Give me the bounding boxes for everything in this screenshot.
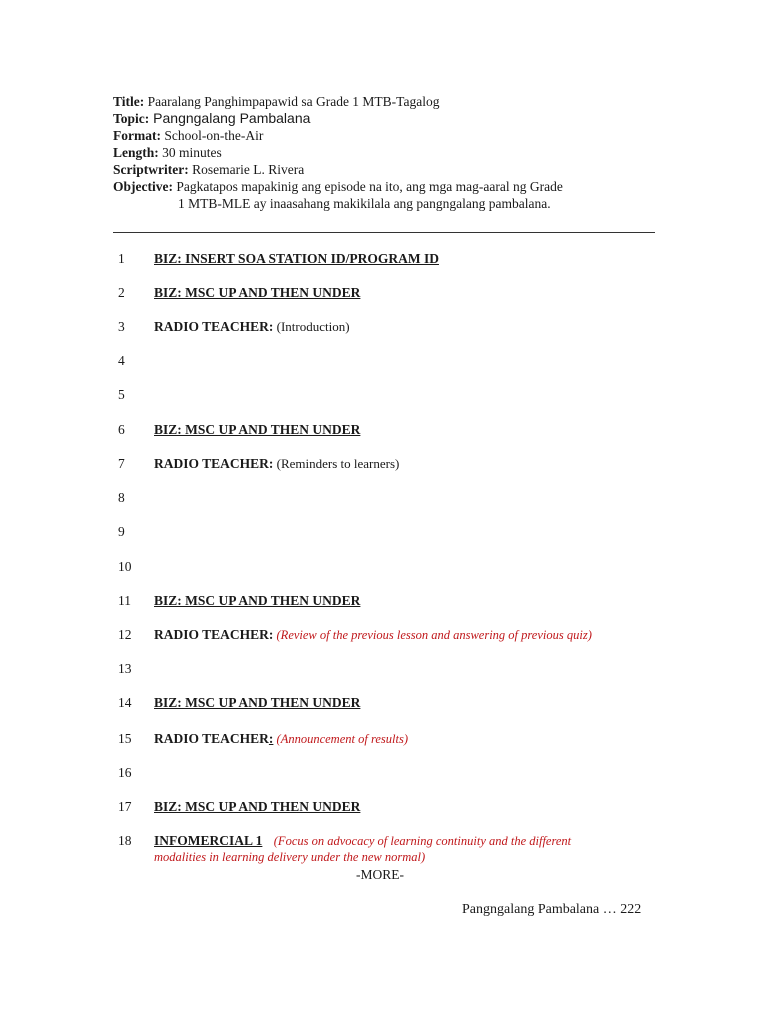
line-number: 17 (118, 799, 132, 814)
role-label: RADIO TEACHER: (154, 319, 274, 334)
biz-cue: INFOMERCIAL 1 (154, 833, 263, 848)
biz-cue: BIZ: MSC UP AND THEN UNDER (154, 695, 361, 710)
scriptwriter-label: Scriptwriter: (113, 162, 189, 177)
biz-cue: BIZ: INSERT SOA STATION ID/PROGRAM ID (154, 251, 439, 266)
line-number: 15 (118, 731, 132, 746)
role-label: RADIO TEACHER: (154, 456, 274, 471)
objective-row-continued (113, 195, 673, 212)
length-row (113, 144, 673, 161)
line-number: 5 (118, 387, 125, 402)
line-number: 13 (118, 661, 132, 676)
length-label: Length: (113, 145, 159, 160)
line-number: 3 (118, 319, 125, 334)
line-number: 16 (118, 765, 132, 780)
stage-direction: (Introduction) (273, 319, 350, 334)
biz-cue: BIZ: MSC UP AND THEN UNDER (154, 285, 361, 300)
role-label: RADIO TEACHER (154, 731, 269, 746)
format-label: Format: (113, 128, 161, 143)
topic-value: Pangngalang Pambalana (149, 110, 311, 126)
stage-note: (Review of the previous lesson and answering of previous quiz) (273, 628, 592, 642)
line-number: 8 (118, 490, 125, 505)
objective-value-continued: 1 MTB-MLE ay inaasahang makikilala ang pangngalang pambalana. (178, 196, 551, 211)
biz-cue: BIZ: MSC UP AND THEN UNDER (154, 422, 361, 437)
scriptwriter-row (113, 161, 673, 178)
objective-row (113, 178, 673, 195)
biz-cue: BIZ: MSC UP AND THEN UNDER (154, 593, 361, 608)
title-label: Title: (113, 94, 145, 109)
role-colon: : (268, 731, 274, 746)
stage-note-continued: modalities in learning delivery under the new normal) (154, 850, 426, 864)
page-footer: Pangngalang Pambalana … 222 (462, 902, 642, 917)
format-row (113, 127, 673, 144)
topic-row (113, 110, 673, 127)
line-number: 7 (118, 456, 125, 471)
title-row (113, 93, 673, 110)
line-number: 11 (118, 593, 131, 608)
script-header (113, 93, 673, 212)
objective-value: Pagkatapos mapakinig ang episode na ito, ang mga mag-aaral ng Grade (172, 179, 563, 194)
line-number: 4 (118, 353, 125, 368)
line-number: 10 (118, 559, 132, 574)
scriptwriter-value: Rosemarie L. Rivera (188, 162, 305, 177)
line-number: 18 (118, 833, 132, 848)
line-number: 6 (118, 422, 125, 437)
stage-direction: (Reminders to learners) (273, 456, 400, 471)
line-number: 1 (118, 251, 125, 266)
role-label: RADIO TEACHER: (154, 627, 274, 642)
stage-note: (Announcement of results) (273, 732, 408, 746)
stage-note: (Focus on advocacy of learning continuity and the different (273, 834, 572, 848)
line-number: 12 (118, 627, 132, 642)
title-value: Paaralang Panghimpapawid sa Grade 1 MTB-Tagalog (144, 94, 440, 109)
format-value: School-on-the-Air (160, 128, 264, 143)
length-value: 30 minutes (158, 145, 222, 160)
more-marker: -MORE- (356, 867, 404, 882)
line-number: 9 (118, 524, 125, 539)
line-number: 14 (118, 695, 132, 710)
objective-label: Objective: (113, 179, 173, 194)
header-divider (113, 232, 655, 233)
topic-label: Topic: (113, 111, 150, 126)
biz-cue: BIZ: MSC UP AND THEN UNDER (154, 799, 361, 814)
line-number: 2 (118, 285, 125, 300)
